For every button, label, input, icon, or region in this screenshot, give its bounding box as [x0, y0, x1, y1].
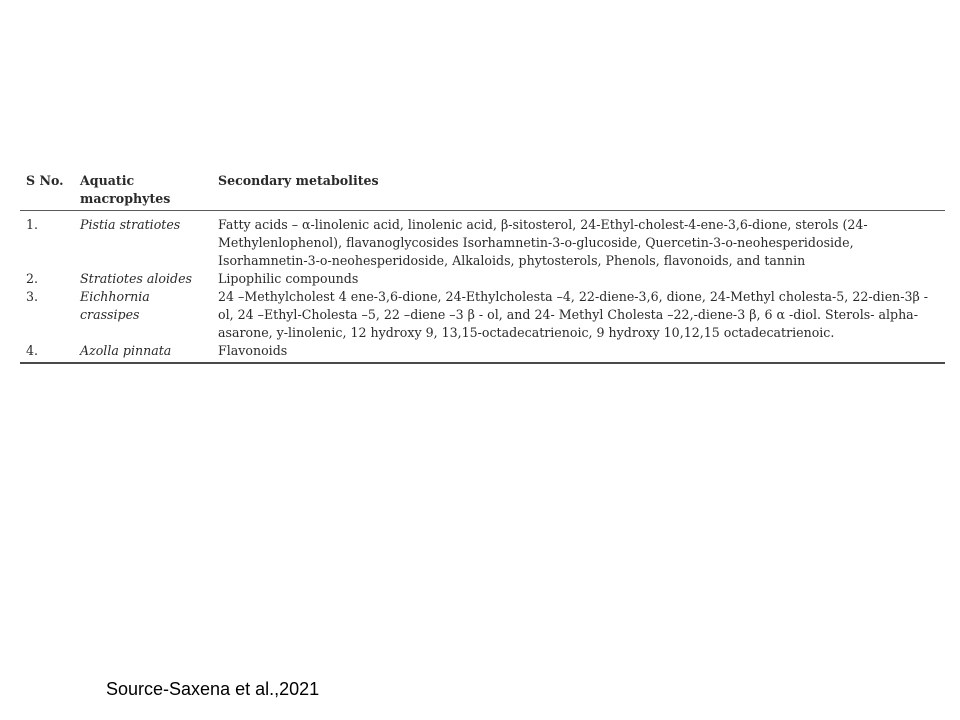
table-row — [20, 211, 945, 271]
header-sno: S No. — [26, 173, 64, 188]
table-header — [20, 170, 945, 211]
cell-metabolites: Fatty acids – α-linolenic acid, linolenic acid, β-sitosterol, 24-Ethyl-cholest-4-ene-3,6-dione, sterols (24-Methylenlophenol), flavanoglycosides Isorhamnetin-3-o-glucoside, Quercetin-3-o-neohesperidoside, Isorhamnetin-3-o-neohesperidoside, Alkaloids, phytosterols, Phenols, flavonoids, and tannin — [218, 217, 868, 268]
cell-metabolites: 24 –Methylcholest 4 ene-3,6-dione, 24-Ethylcholesta –4, 22-diene-3,6, dione, 24-Methyl cholesta-5, 22-dien-3β -ol, 24 –Ethyl-Cholesta –5, 22 –diene –3 β - ol, and 24- Methyl Cholesta –22,-diene-3 β, 6 α -diol. Sterols- alpha-asarone, y-linolenic, 12 hydroxy 9, 13,15-octadecatrienoic, 9 hydroxy 10,12,15 octadecatrienoic. — [218, 289, 929, 340]
metabolites-table-container — [20, 170, 945, 364]
cell-sno: 2. — [26, 271, 39, 286]
table-row — [20, 270, 945, 288]
table-body — [20, 211, 945, 364]
cell-sno: 1. — [26, 217, 39, 232]
source-citation: Source-Saxena et al.,2021 — [106, 679, 320, 699]
cell-sno: 4. — [26, 343, 39, 358]
table-row — [20, 342, 945, 363]
cell-plant: Eichhornia crassipes — [80, 289, 150, 322]
metabolites-table — [20, 170, 945, 364]
header-aquatic-macrophytes: Aquatic macrophytes — [80, 173, 171, 206]
cell-metabolites: Flavonoids — [218, 343, 288, 358]
cell-plant: Pistia stratiotes — [80, 217, 181, 232]
cell-plant: Azolla pinnata — [80, 343, 172, 358]
cell-metabolites: Lipophilic compounds — [218, 271, 359, 286]
table-row — [20, 288, 945, 342]
header-secondary-metabolites: Secondary metabolites — [218, 173, 379, 188]
cell-plant: Stratiotes aloides — [80, 271, 192, 286]
cell-sno: 3. — [26, 289, 39, 304]
header-row — [20, 170, 945, 211]
